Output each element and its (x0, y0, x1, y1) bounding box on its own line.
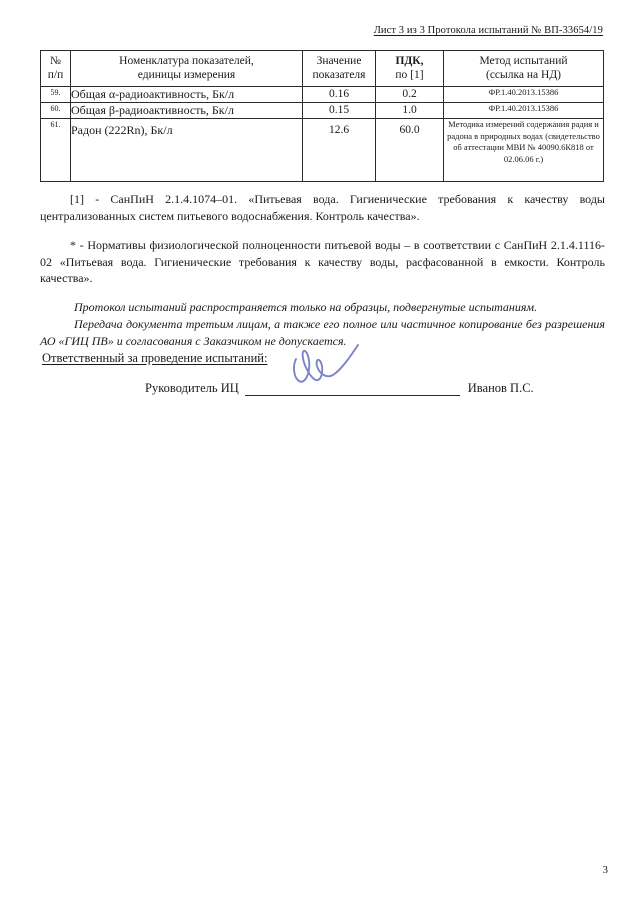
indicator-pdk: 1.0 (376, 103, 444, 119)
responsible-person-label: Ответственный за проведение испытаний: (42, 351, 268, 365)
column-header-number-line2: п/п (47, 69, 64, 81)
indicator-value: 0.15 (303, 103, 376, 119)
indicator-method: Методика измерений содержания радия и радона в природных водах (свидетельство об аттестации МВИ № 40090.6К818 от 02.06.06 г.) (444, 119, 604, 182)
indicator-name: Общая α-радиоактивность, Бк/л (71, 87, 303, 103)
column-header-nomenclature (71, 51, 303, 87)
row-number: 60. (41, 103, 71, 119)
column-header-method-line2: (ссылка на НД) (485, 69, 561, 81)
indicator-pdk: 60.0 (376, 119, 444, 182)
indicator-value: 12.6 (303, 119, 376, 182)
indicator-name: Радон (222Rn), Бк/л (71, 119, 303, 182)
column-header-pdk-line2: по [1] (395, 69, 424, 81)
reference-note-1: [1] - СанПиН 2.1.4.1074–01. «Питьевая вода. Гигиенические требования к качеству воды централизованных систем питьевого водоснабжения. Контроль качества». (40, 192, 605, 223)
column-header-nomenclature-line2: единицы измерения (137, 69, 236, 81)
signature-row (145, 381, 534, 396)
column-header-number-line1: № (50, 55, 61, 67)
column-header-value (303, 51, 376, 87)
column-header-value-line2: показателя (312, 69, 366, 81)
signatory-name: Иванов П.С. (467, 381, 534, 395)
table-row (41, 103, 604, 119)
column-header-number (41, 51, 71, 87)
running-header: Лист 3 из 3 Протокола испытаний № ВП-33654/19 (373, 25, 603, 36)
table-row (41, 119, 604, 182)
table-row (41, 87, 604, 103)
column-header-nomenclature-line1: Номенклатура показателей, (119, 55, 254, 67)
disclaimer-block (40, 299, 605, 350)
indicator-method: ФР.1.40.2013.15386 (444, 103, 604, 119)
column-header-value-line1: Значение (316, 55, 362, 67)
test-results-table (40, 50, 604, 182)
disclaimer-line-1: Протокол испытаний распространяется только на образцы, подвергнутые испытаниям. (74, 300, 538, 314)
row-number: 61. (41, 119, 71, 182)
column-header-pdk-line1: ПДК, (395, 55, 424, 67)
indicator-pdk: 0.2 (376, 87, 444, 103)
indicator-value: 0.16 (303, 87, 376, 103)
page-number: 3 (602, 864, 608, 876)
disclaimer-line-2: Передача документа третьим лицам, а также его полное или частичное копирование без разрешения АО «ГИЦ ПВ» и согласования с Заказчиком не допускается. (40, 317, 605, 348)
signature-line (245, 383, 460, 396)
row-number: 59. (41, 87, 71, 103)
signatory-position: Руководитель ИЦ (145, 381, 239, 395)
column-header-method-line1: Метод испытаний (479, 55, 568, 67)
column-header-method (444, 51, 604, 87)
column-header-pdk (376, 51, 444, 87)
reference-note-2: * - Нормативы физиологической полноценности питьевой воды – в соответствии с СанПиН 2.1.4.1116-02 «Питьевая вода. Гигиенические требования к качеству воды, расфасованной в емкости. Контроль качества». (40, 238, 605, 285)
table-header-row (41, 51, 604, 87)
indicator-name: Общая β-радиоактивность, Бк/л (71, 103, 303, 119)
indicator-method: ФР.1.40.2013.15386 (444, 87, 604, 103)
